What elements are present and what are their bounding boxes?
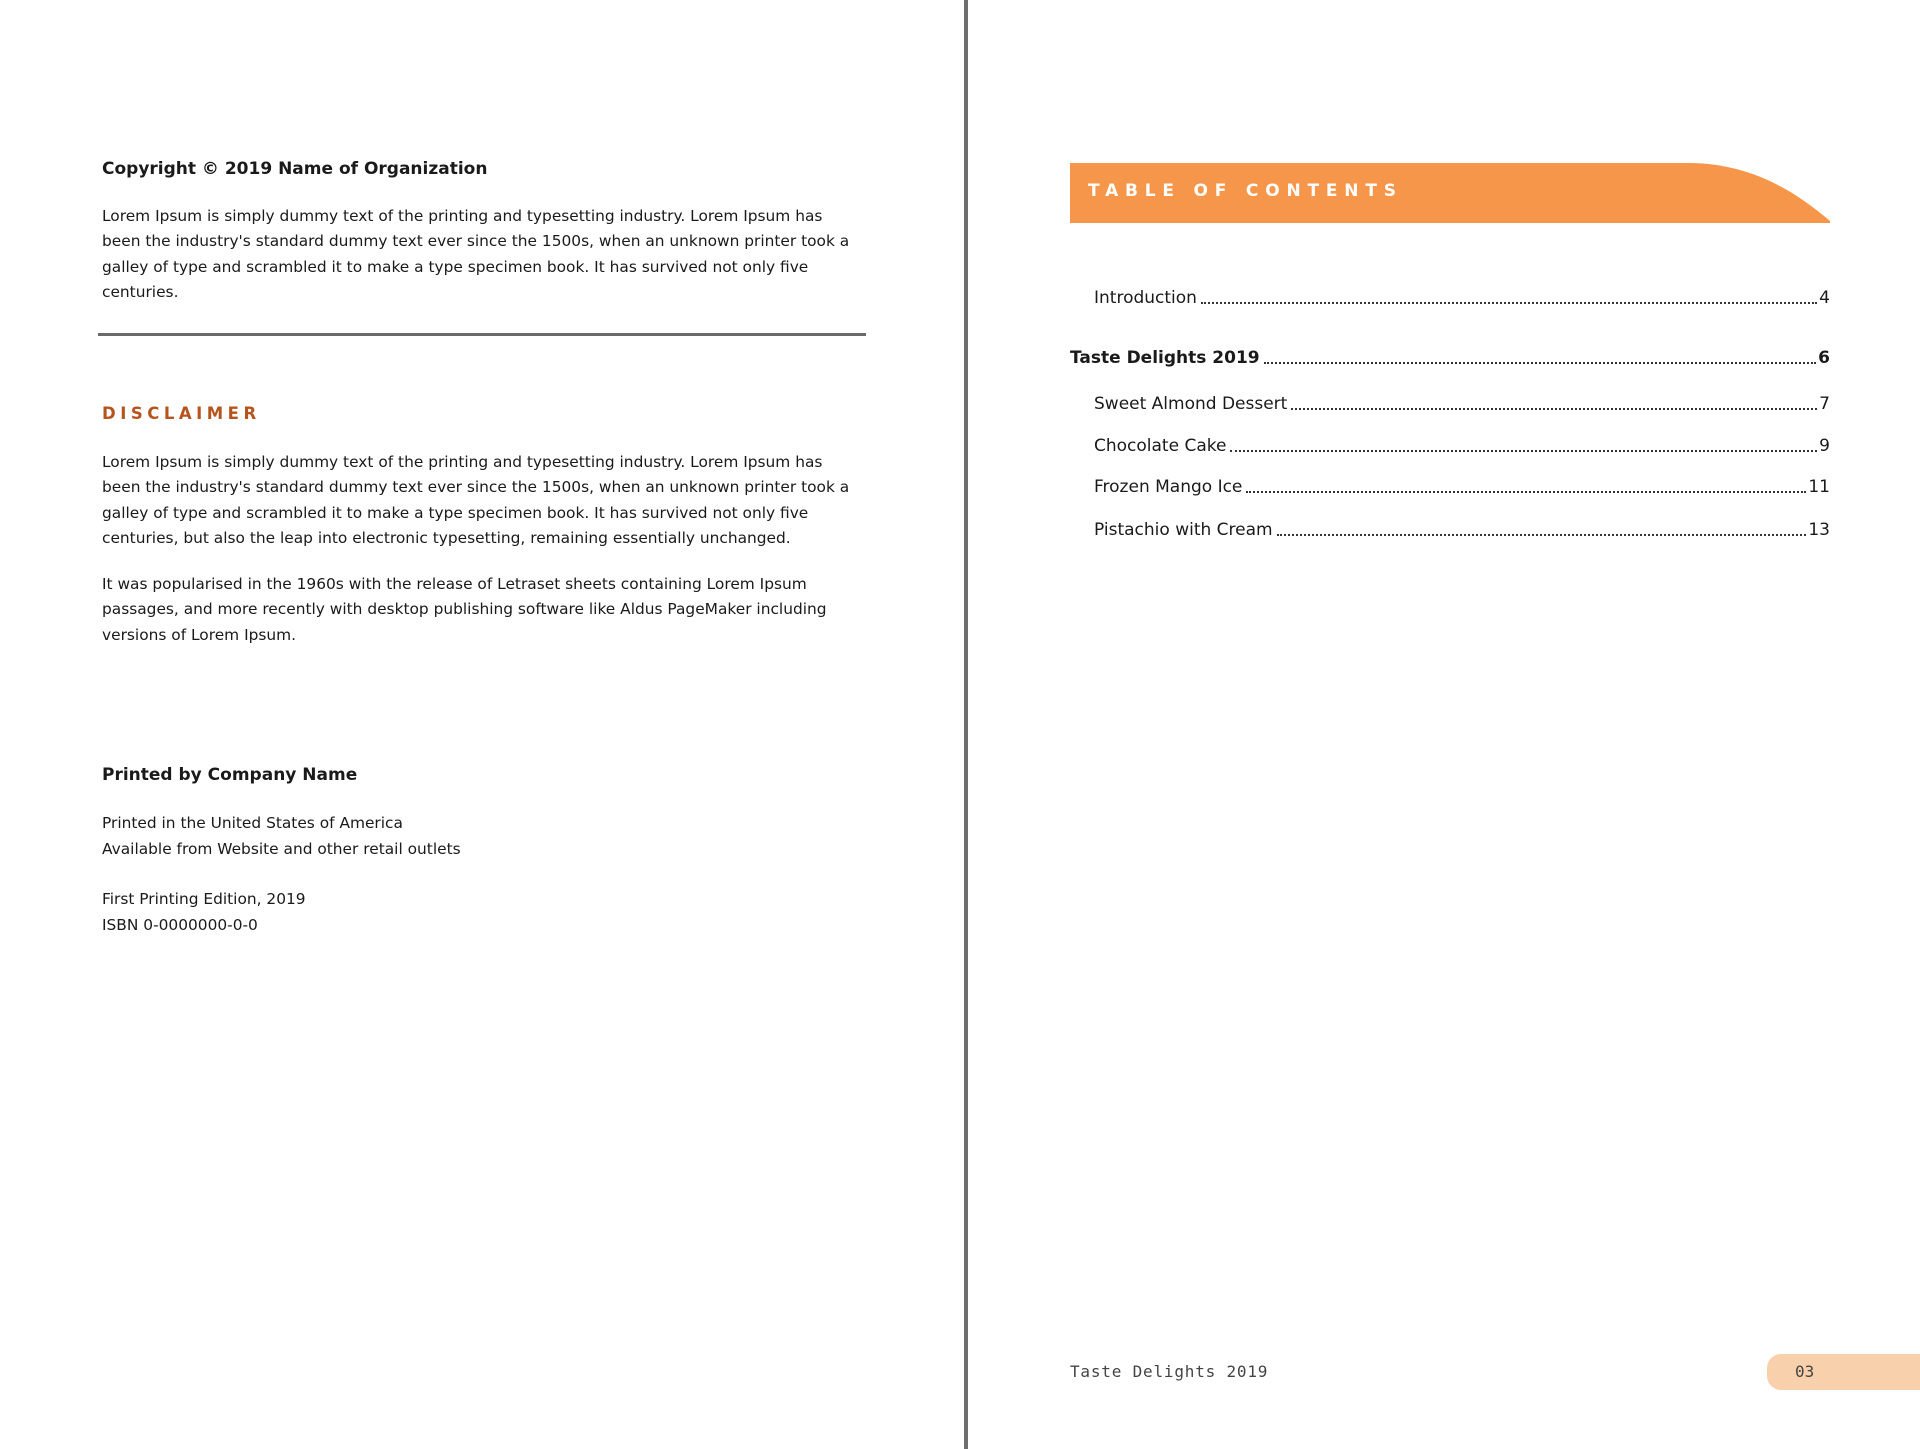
isbn-line: ISBN 0-0000000-0-0: [102, 916, 258, 934]
toc-leader-dots: [1201, 301, 1817, 304]
edition-line: First Printing Edition, 2019: [102, 890, 306, 908]
availability-line: Available from Website and other retail outlets: [102, 840, 461, 858]
toc-entry-page: 11: [1808, 477, 1830, 497]
printing-location-group: [102, 810, 862, 862]
toc-entry-pistachio[interactable]: [1094, 518, 1830, 542]
copyright-heading: Copyright © 2019 Name of Organization: [102, 159, 488, 179]
toc-leader-dots: [1291, 407, 1817, 410]
toc-entry-label: Pistachio with Cream: [1094, 520, 1273, 540]
disclaimer-heading: DISCLAIMER: [102, 404, 261, 423]
toc-entry-page: 6: [1818, 348, 1830, 368]
printed-by-heading: Printed by Company Name: [102, 765, 358, 785]
toc-leader-dots: [1277, 533, 1807, 536]
copyright-section: [102, 158, 862, 305]
toc-leader-dots: [1230, 449, 1817, 452]
printed-location-line: Printed in the United States of America: [102, 814, 403, 832]
toc-entry-sweet-almond[interactable]: [1094, 392, 1830, 416]
toc-entry-introduction[interactable]: [1094, 286, 1830, 310]
copyright-paragraph: Lorem Ipsum is simply dummy text of the printing and typesetting industry. Lorem Ipsum has been the industry's standard dummy text ever since the 1500s, when an unknown printer took a galley of type and scrambled it to make a type specimen book. It has survived not only five centuries.: [102, 207, 850, 301]
toc-leader-dots: [1246, 490, 1806, 493]
toc-entry-label: Introduction: [1094, 288, 1197, 308]
toc-entry-chocolate-cake[interactable]: [1094, 434, 1830, 458]
toc-entry-label: Frozen Mango Ice: [1094, 477, 1243, 497]
toc-leader-dots: [1264, 361, 1817, 364]
page-number: 03: [1795, 1362, 1815, 1381]
toc-entry-page: 9: [1819, 436, 1830, 456]
section-divider: [98, 333, 866, 336]
disclaimer-paragraph-2: It was popularised in the 1960s with the release of Letraset sheets containing Lorem Ipsum passages, and more recently with desktop publishing software like Aldus PageMaker including versions of Lorem Ipsum.: [102, 575, 827, 644]
toc-entry-label: Taste Delights 2019: [1070, 348, 1260, 368]
toc-banner: [1070, 163, 1830, 223]
page-number-tab: [1767, 1354, 1920, 1390]
edition-group: [102, 886, 862, 938]
toc-entry-page: 4: [1819, 288, 1830, 308]
toc-entry-label: Chocolate Cake: [1094, 436, 1227, 456]
toc-entry-page: 7: [1819, 394, 1830, 414]
toc-entry-label: Sweet Almond Dessert: [1094, 394, 1288, 414]
toc-entry-taste-delights[interactable]: [1070, 346, 1830, 370]
toc-title: TABLE OF CONTENTS: [1088, 181, 1403, 201]
disclaimer-section: [102, 403, 862, 648]
disclaimer-paragraph-1: Lorem Ipsum is simply dummy text of the printing and typesetting industry. Lorem Ipsum has been the industry's standard dummy text ever since the 1500s, when an unknown printer took a galley of type and scrambled it to make a type specimen book. It has survived not only five centuries, but also the leap into electronic typesetting, remaining essentially unchanged.: [102, 453, 850, 547]
toc-entry-page: 13: [1808, 520, 1830, 540]
printing-info-section: [102, 764, 862, 938]
toc-entry-frozen-mango[interactable]: [1094, 475, 1830, 499]
footer-book-title: Taste Delights 2019: [1070, 1362, 1269, 1381]
